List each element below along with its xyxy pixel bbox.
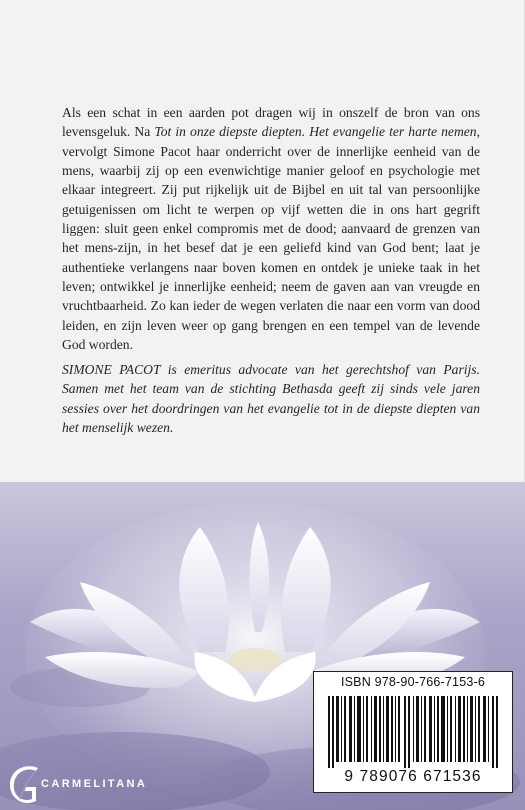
barcode-icon: [328, 696, 500, 768]
isbn-label: ISBN 978-90-766-7153-6: [340, 675, 486, 689]
carmelitana-logo-icon: [10, 765, 40, 805]
author-bio: SIMONE PACOT is emeritus advocate van het gerechtshof van Parijs. Samen met het team van de stichting Bethasda geeft zij sinds vele jaren sessies over het doordringen van het evangelie tot in de diepste diepten van het menselijk wezen.: [62, 362, 480, 436]
book-title-reference: Tot in onze diepste diepten. Het evangelie ter harte nemen: [154, 124, 477, 140]
barcode-digits: 9 789076 671536: [344, 768, 482, 785]
isbn-barcode-box: [313, 671, 513, 793]
blurb-text-start: Als een schat in een aarden pot dragen wij in onszelf de bron van ons levensgeluk. Na: [62, 105, 480, 140]
blurb-text-body: , vervolgt Simone Pacot haar onderricht over de innerlijke eenheid van de mens, waarbij zij op een evenwichtige manier geloof en psychologie met elkaar integreert. Zij put rijkelijk uit de Bijbel en uit tal van persoonlijke getuigenissen om licht te werpen op vijf wetten die in ons hart gegrift liggen: sluit geen enkel compromis met de dood; aanvaard de grenzen van het mens-zijn, in het besef dat je een geliefd kind van God bent; laat je authentieke verlangens naar boven komen en ontdek je unieke taak in het leven; ontwikkel je innerlijke eenheid; neem de gaven aan van vreugde en vruchtbaarheid. Zo kan ieder de wegen verlaten die naar een vorm van dood leiden, en zijn leven weer op gang brengen en een tempel van de levende God worden.: [62, 124, 480, 353]
publisher-name: CARMELITANA: [41, 778, 148, 790]
publisher-mark: [10, 765, 170, 805]
blurb-paragraph: [62, 103, 480, 354]
